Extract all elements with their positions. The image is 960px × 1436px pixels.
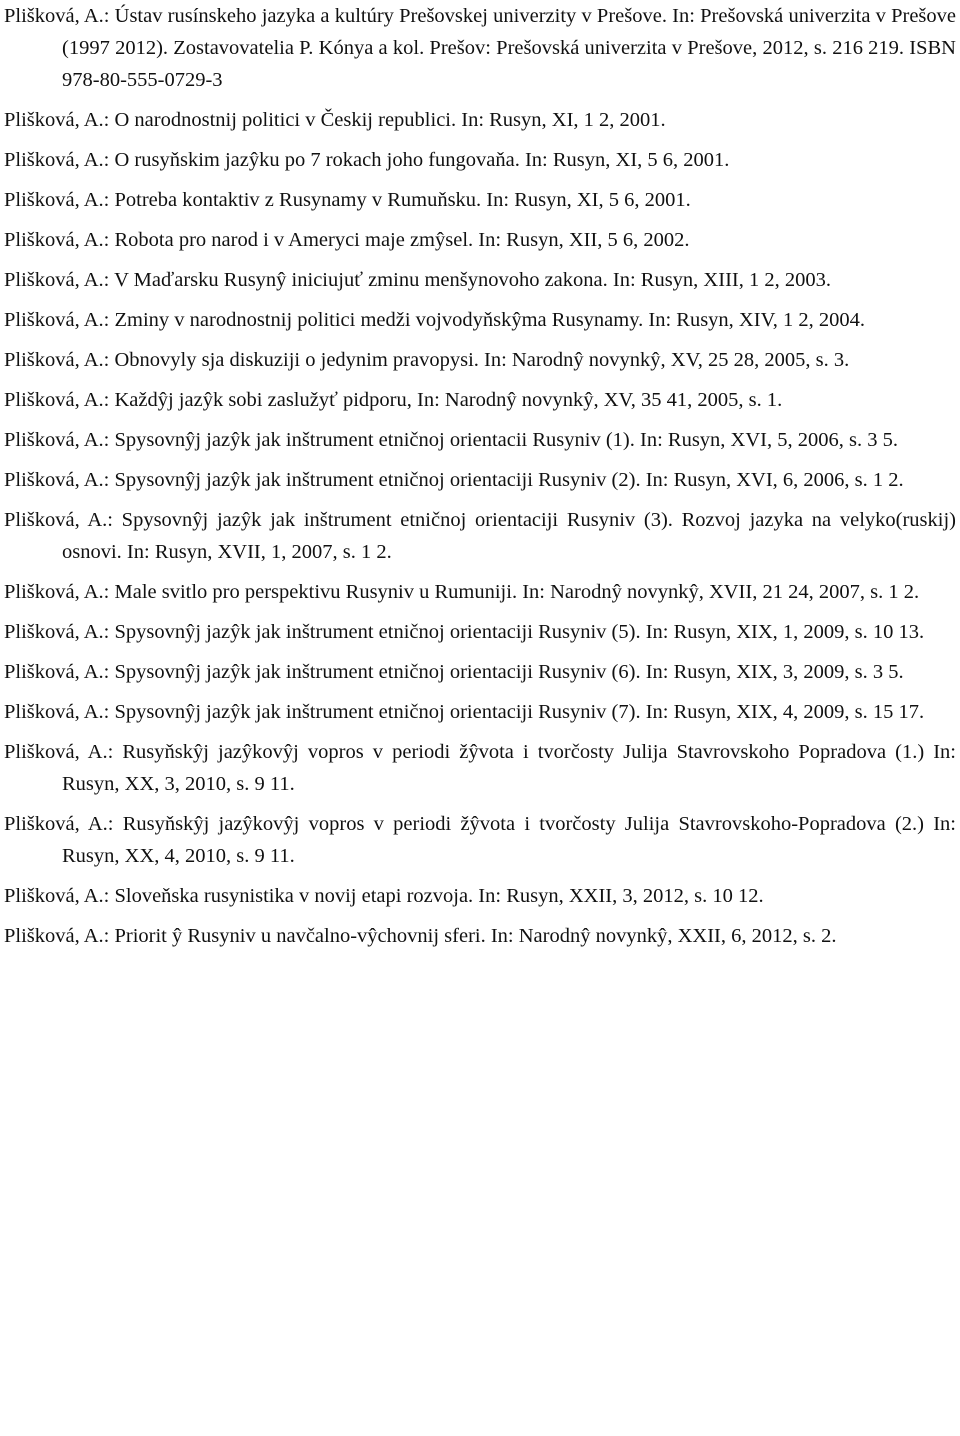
bibliography-entry: Plišková, A.: Spysovnŷj jazŷk jak inštrument etničnoj orientaciji Rusyniv (5). In: Rusyn, XIX, 1, 2009, s. 10 13. (4, 621, 925, 643)
bibliography-entry: Plišková, A.: Spysovnŷj jazŷk jak inštrument etničnoj orientaciji Rusyniv (6). In: Rusyn, XIX, 3, 2009, s. 3 5. (4, 661, 904, 683)
bibliography-entry: Plišková, A.: Zminy v narodnostnij politici medži vojvodyňskŷma Rusynamy. In: Rusyn, XIV, 1 2, 2004. (4, 309, 865, 331)
bibliography-entry: Plišková, A.: Sloveňska rusynistika v novij etapi rozvoja. In: Rusyn, XXII, 3, 2012, s. 10 12. (4, 885, 764, 907)
bibliography-entry: Plišková, A.: Rusyňskŷj jazŷkovŷj vopros v periodi žŷvota i tvorčosty Julija Stavrovskoho-Popradova (2.) In: Rusyn, XX, 4, 2010, s. 9 11. (4, 813, 956, 867)
bibliography-entry: Plišková, A.: Ústav rusínskeho jazyka a kultúry Prešovskej univerzity v Prešove. In: Prešovská univerzita v Prešove (1997 2012). Zostavovatelia P. Kónya a kol. Prešov: Prešovská univerzita v Prešove, 2012, s. 216 219. ISBN 978-80-555-0729-3 (4, 5, 956, 91)
bibliography-entry: Plišková, A.: Spysovnŷj jazŷk jak inštrument etničnoj orientacii Rusyniv (1). In: Rusyn, XVI, 5, 2006, s. 3 5. (4, 429, 898, 451)
bibliography-entry: Plišková, A.: Spysovnŷj jazŷk jak inštrument etničnoj orientaciji Rusyniv (3). Rozvoj jazyka na velyko(ruskij) osnovi. In: Rusyn, XVII, 1, 2007, s. 1 2. (4, 509, 956, 563)
bibliography-entry: Plišková, A.: O rusyňskim jazŷku po 7 rokach joho fungovaňa. In: Rusyn, XI, 5 6, 2001. (4, 149, 730, 171)
bibliography-entry: Plišková, A.: O narodnostnij politici v Českij republici. In: Rusyn, XI, 1 2, 2001. (4, 109, 666, 131)
bibliography-entry: Plišková, A.: Každŷj jazŷk sobi zaslužyť pidporu, In: Narodnŷ novynkŷ, XV, 35 41, 2005, s. 1. (4, 389, 783, 411)
bibliography-entry: Plišková, A.: Spysovnŷj jazŷk jak inštrument etničnoj orientaciji Rusyniv (2). In: Rusyn, XVI, 6, 2006, s. 1 2. (4, 469, 904, 491)
bibliography-entry: Plišková, A.: Spysovnŷj jazŷk jak inštrument etničnoj orientaciji Rusyniv (7). In: Rusyn, XIX, 4, 2009, s. 15 17. (4, 701, 925, 723)
bibliography-entry: Plišková, A.: Rusyňskŷj jazŷkovŷj vopros v periodi žŷvota i tvorčosty Julija Stavrovskoho Popradova (1.) In: Rusyn, XX, 3, 2010, s. 9 11. (4, 741, 956, 795)
bibliography-list (4, 0, 956, 960)
bibliography-entry: Plišková, A.: Potreba kontaktiv z Rusynamy v Rumuňsku. In: Rusyn, XI, 5 6, 2001. (4, 189, 691, 211)
bibliography-entry: Plišková, A.: Priorit ŷ Rusyniv u navčalno-vŷchovnij sferi. In: Narodnŷ novynkŷ, XXII, 6, 2012, s. 2. (4, 925, 837, 947)
bibliography-entry: Plišková, A.: V Maďarsku Rusynŷ iniciujuť zminu menšynovoho zakona. In: Rusyn, XIII, 1 2, 2003. (4, 269, 831, 291)
bibliography-entry: Plišková, A.: Obnovyly sja diskuziji o jedynim pravopysi. In: Narodnŷ novynkŷ, XV, 25 28, 2005, s. 3. (4, 349, 850, 371)
bibliography-entry: Plišková, A.: Male svitlo pro perspektivu Rusyniv u Rumuniji. In: Narodnŷ novynkŷ, XVII, 21 24, 2007, s. 1 2. (4, 581, 920, 603)
bibliography-entry: Plišková, A.: Robota pro narod i v Ameryci maje zmŷsel. In: Rusyn, XII, 5 6, 2002. (4, 229, 690, 251)
